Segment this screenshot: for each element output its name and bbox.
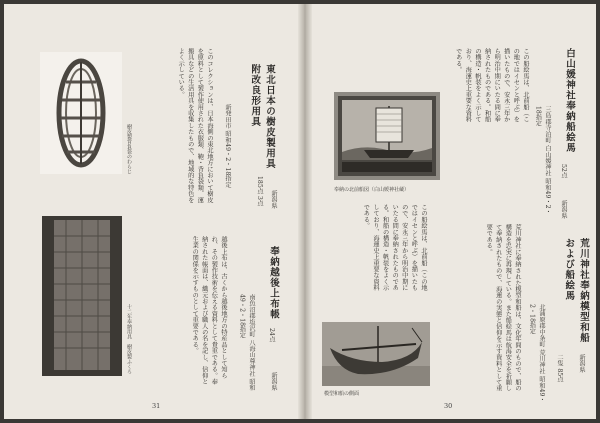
left-entry-pref: 新潟県 xyxy=(270,190,277,209)
right-entry-count: 52点 xyxy=(560,164,567,179)
right-entry-meta: 三島郡寺泊町 白山媛神社 昭和49・2・18指定 xyxy=(534,106,551,215)
caption-woven-cloth: 十二年奉納用具 樹皮製ふくろ xyxy=(126,304,132,374)
right-entry-continued: この船絵馬は、北前船（この地ではイセンと呼ぶ）を描いたもので、安永三年から明治中期にいたる間に奉納されたものである。和船の構造・帆装をよく示しており、海運史上重要な資料である。 xyxy=(362,204,427,291)
photo-bark-carrier xyxy=(40,52,122,174)
right-entry-title: 白山媛神社奉納船絵馬 xyxy=(564,48,575,153)
left-entry-title: 東北日本の樹皮製用具 附改良形用具 xyxy=(249,64,275,169)
left-entry2-body: 越後上布は、古くから越後地方の特産品として知られ、その製作技術を伝える資料として貴重である。奉納された帳面は、織元および職人の名を記し、信仰と生業の関係を示すものとして重要である。 xyxy=(191,236,227,385)
left-entry2-count: 24点 xyxy=(268,328,275,343)
right-entry-body: この船絵馬は、北前船（この地ではイセンと呼ぶ）を描いたもので、安永三年から明治中期にいたる間に奉納されたものである。和船の構造・帆装をよく示しており、海運史上重要な資料である。 xyxy=(454,48,529,123)
right-entry2-meta: 北蒲原郡中条町 荒川神社 昭和49・2・18指定 xyxy=(528,304,545,403)
right-entry2-pref: 新潟県 xyxy=(578,354,585,373)
right-entry-pref: 新潟県 xyxy=(560,200,567,219)
left-entry-count: 185点 3点 xyxy=(256,176,263,207)
left-entry2-title: 奉納越後上布帳 xyxy=(268,246,279,320)
book-gutter xyxy=(298,4,312,419)
caption-model-ship: 模型和船の側面 xyxy=(324,391,360,397)
left-page-number: 31 xyxy=(152,402,161,410)
left-entry-body: このコレクションは、日本海側の東北地方において樹皮を原料として製作使用された衣服類、鞄・背負袋類、運搬具などの生活用具を収集したもので、地域的な特色をよく示している。 xyxy=(177,48,213,203)
caption-ship-painting: 奉納の北前船図（白山媛神社蔵） xyxy=(334,187,410,193)
photo-model-ship xyxy=(322,322,430,386)
left-entry-meta: 新発田市 昭和49・2・18指定 xyxy=(224,104,231,188)
left-entry2-pref: 新潟県 xyxy=(270,372,277,391)
book-spread xyxy=(4,4,596,419)
right-entry2-title: 荒川神社奉納模型和船 および船絵馬 xyxy=(563,238,589,343)
photo-woven-cloth xyxy=(42,216,122,376)
right-entry2-body: 荒川神社に奉納された模型和船は、文化年間のもので、船の構造を忠実に再現している。また船絵馬は航海安全を祈願して奉納されたもので、海運の実態と信仰を示す資料として重要である。 xyxy=(485,224,521,392)
photo-ship-painting xyxy=(334,92,440,180)
left-entry2-meta: 南魚沼郡塩沢町 八海山尊神社 昭和49・2・18指定 xyxy=(238,294,255,391)
right-page-number: 30 xyxy=(444,402,453,410)
caption-bark-carrier: 樹皮製背負袋のわらじ xyxy=(126,124,132,174)
right-entry2-count: 二隻 85点 xyxy=(556,354,563,383)
